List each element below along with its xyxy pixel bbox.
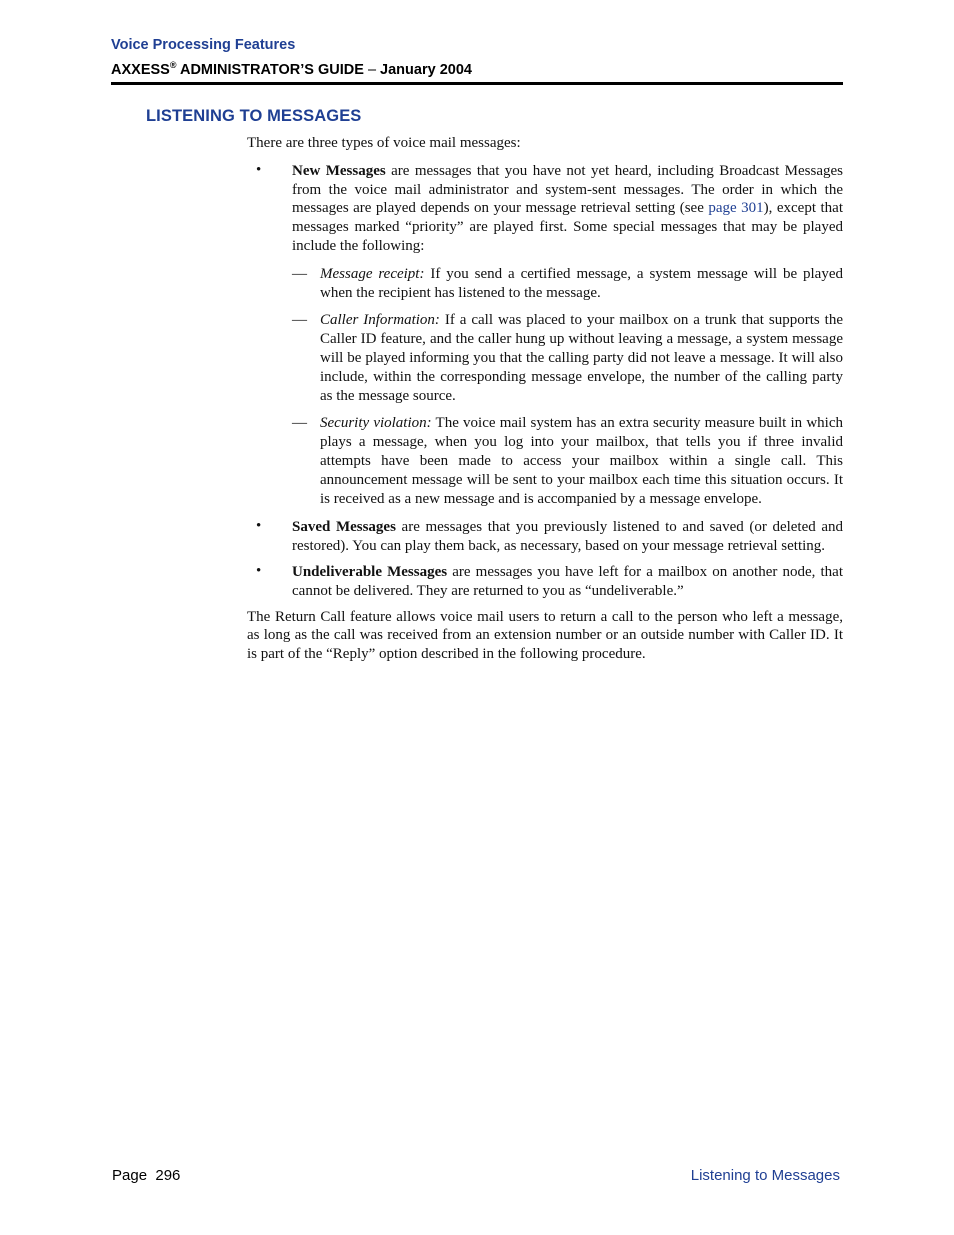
subitem-text <box>320 414 843 508</box>
guide-title: ADMINISTRATOR’S GUIDE <box>176 62 364 78</box>
section-title: LISTENING TO MESSAGES <box>146 107 362 125</box>
subitem-body: If a call was placed to your mailbox on a trunk that supports the Caller ID feature, and the caller hung up without leaving a message, a system message will be played informing you that the calling party did not leave a message. It will also include, within the corresponding message envelope, the number of the calling party as the message source. <box>320 312 843 404</box>
bullet-body: are messages you have left for a mailbox on another node, that cannot be delivered. They are returned to you as “undeliverable.” <box>292 563 844 599</box>
subitem-term: Caller Information: <box>320 312 440 329</box>
bullet-new-messages <box>247 162 843 509</box>
bullet-text <box>292 563 843 601</box>
bullet-text-part: are messages that you have not yet heard, including Broadcast Messages from the voice mail administrator and system-sent messages. The order in which the messages are played depends on your message retrieval setting (see <box>292 162 843 217</box>
em-dash-icon: — <box>292 312 307 329</box>
bullet-icon: • <box>256 161 262 178</box>
em-dash-icon: — <box>292 265 307 282</box>
bullet-icon: • <box>256 562 262 579</box>
subitem-term: Security violation: <box>320 415 432 432</box>
subitem-body: If you send a certified message, a system message will be played when the recipient has listened to the message. <box>320 265 843 301</box>
subitem-term: Message receipt: <box>320 265 425 282</box>
subitem-text <box>320 265 843 303</box>
bullet-text <box>292 518 843 556</box>
subitem-caller-information <box>292 311 843 405</box>
closing-paragraph: The Return Call feature allows voice mail users to return a call to the person who left a message, as long as the call was received from an extension number or an outside number with Caller ID. It is part of the “Reply” option described in the following procedure. <box>247 608 843 663</box>
bullet-icon: • <box>256 518 262 535</box>
subitem-message-receipt <box>292 265 843 303</box>
bullet-term: New Messages <box>292 162 386 179</box>
guide-dash: – <box>363 62 381 78</box>
footer-section-link[interactable]: Listening to Messages <box>690 1167 840 1184</box>
page-number: Page 296 <box>112 1167 181 1184</box>
running-header-section: Voice Processing Features <box>111 37 296 53</box>
running-header-guide-title <box>111 60 472 78</box>
bullet-body: are messages that you previously listened to and saved (or deleted and restored). You can play them back, as necessary, based on your message retrieval setting. <box>292 519 844 555</box>
bullet-undeliverable-messages <box>247 563 843 601</box>
bullet-term: Saved Messages <box>292 519 396 536</box>
intro-paragraph: There are three types of voice mail messages: <box>247 135 521 151</box>
bullet-text <box>292 162 843 256</box>
body-text <box>247 134 843 664</box>
page-301-link[interactable]: page 301 <box>708 200 764 217</box>
subitem-security-violation <box>292 414 843 508</box>
bullet-text-part: ), except that messages marked “priority” are played first. Some special messages that may be played include the following: <box>292 200 843 254</box>
em-dash-icon: — <box>292 415 307 432</box>
bullet-saved-messages <box>247 518 843 556</box>
guide-date: January 2004 <box>380 62 472 78</box>
bullet-term: Undeliverable Messages <box>292 563 448 580</box>
header-rule <box>111 82 843 85</box>
subitem-text <box>320 311 843 405</box>
guide-brand: AXXESS <box>111 62 170 78</box>
registered-mark: ® <box>169 60 177 70</box>
subitem-body: The voice mail system has an extra security measure built in which plays a message, when you log into your mailbox, that tells you if three invalid attempts have been made to access your mailbox within a single call. This announcement message will be sent to your mailbox each time this situation occurs. It is received as a new message and is accompanied by a message envelope. <box>320 415 844 507</box>
